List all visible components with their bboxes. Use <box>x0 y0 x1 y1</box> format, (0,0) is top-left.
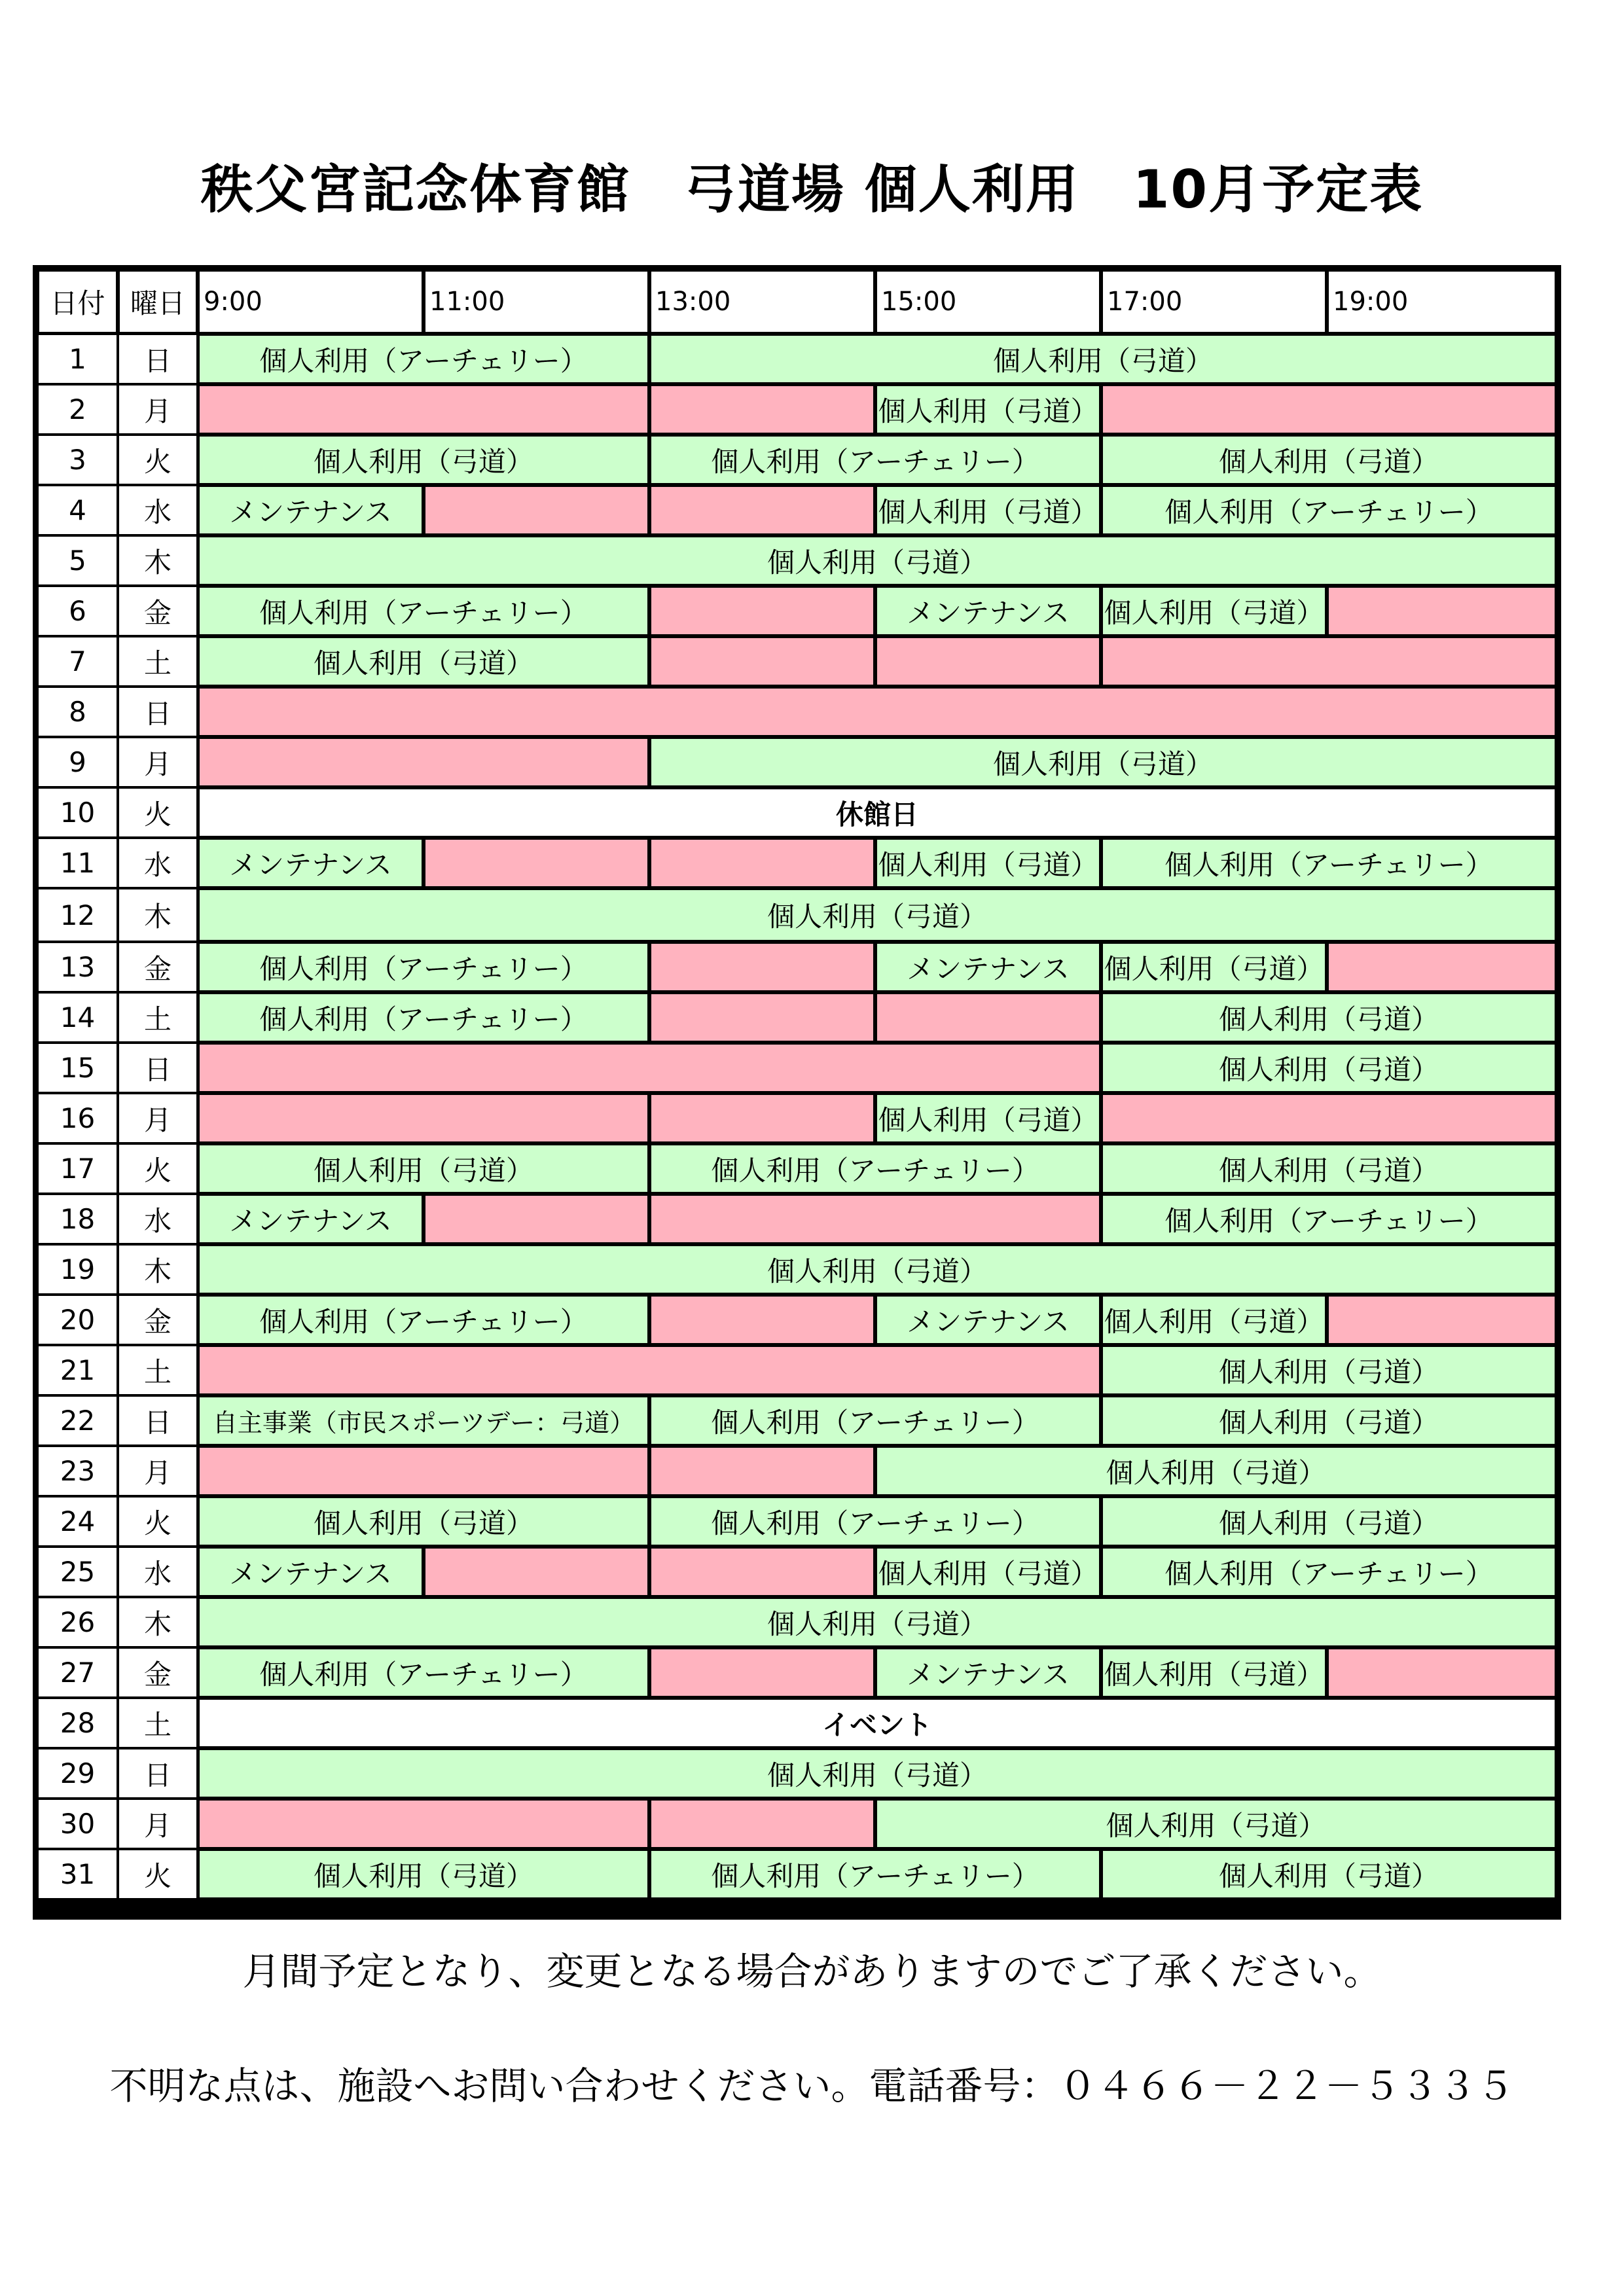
date-cell: 2 <box>37 384 118 435</box>
weekday-cell: 月 <box>118 1093 198 1143</box>
unavailable-slot <box>198 384 649 435</box>
schedule-slot: 個人利用（弓道） <box>198 1496 649 1547</box>
weekday-cell: 木 <box>118 1597 198 1647</box>
schedule-slot: メンテナンス <box>198 838 424 888</box>
schedule-slot: メンテナンス <box>875 1295 1101 1345</box>
closed-slot: イベント <box>198 1698 1557 1748</box>
unavailable-slot <box>198 687 1557 737</box>
unavailable-slot <box>649 1547 875 1597</box>
unavailable-slot <box>198 1799 649 1849</box>
date-cell: 20 <box>37 1295 118 1345</box>
schedule-slot: 個人利用（弓道） <box>875 1547 1101 1597</box>
schedule-slot: 個人利用（弓道） <box>875 1799 1557 1849</box>
schedule-slot: 個人利用（弓道） <box>198 535 1557 586</box>
schedule-slot: 個人利用（アーチェリー） <box>1101 1194 1557 1244</box>
unavailable-slot <box>424 1194 649 1244</box>
date-cell: 4 <box>37 485 118 535</box>
weekday-cell: 土 <box>118 636 198 687</box>
unavailable-slot <box>649 586 875 636</box>
date-cell: 10 <box>37 787 118 838</box>
date-cell: 9 <box>37 737 118 787</box>
weekday-cell: 火 <box>118 1849 198 1899</box>
date-cell: 31 <box>37 1849 118 1899</box>
unavailable-slot <box>1327 586 1557 636</box>
date-cell: 1 <box>37 334 118 384</box>
schedule-slot: 個人利用（弓道） <box>1101 435 1557 485</box>
schedule-slot: 個人利用（弓道） <box>1101 1496 1557 1547</box>
schedule-slot: メンテナンス <box>875 586 1101 636</box>
schedule-slot: 個人利用（アーチェリー） <box>649 1143 1101 1194</box>
unavailable-slot <box>1327 942 1557 992</box>
date-cell: 22 <box>37 1395 118 1446</box>
unavailable-slot <box>198 1446 649 1496</box>
schedule-slot: 個人利用（弓道） <box>875 1446 1557 1496</box>
schedule-slot: 個人利用（アーチェリー） <box>198 942 649 992</box>
weekday-cell: 火 <box>118 1496 198 1547</box>
schedule-slot: メンテナンス <box>875 1647 1101 1698</box>
unavailable-slot <box>875 636 1101 687</box>
schedule-slot: 個人利用（弓道） <box>198 1244 1557 1295</box>
schedule-slot: メンテナンス <box>198 1194 424 1244</box>
unavailable-slot <box>649 992 875 1043</box>
unavailable-slot <box>649 1446 875 1496</box>
weekday-cell: 水 <box>118 1194 198 1244</box>
weekday-cell: 月 <box>118 737 198 787</box>
unavailable-slot <box>649 485 875 535</box>
schedule-slot: 個人利用（アーチェリー） <box>1101 485 1557 535</box>
schedule-slot: 個人利用（弓道） <box>198 1849 649 1899</box>
unavailable-slot <box>198 737 649 787</box>
unavailable-slot <box>198 1345 1101 1395</box>
schedule-slot: 個人利用（アーチェリー） <box>649 1496 1101 1547</box>
schedule-slot: メンテナンス <box>198 485 424 535</box>
contact-notice: 不明な点は、施設へお問い合わせください。電話番号：０４６６－２２－５３３５ <box>109 2064 1515 2108</box>
schedule-slot: 個人利用（アーチェリー） <box>198 1647 649 1698</box>
weekday-cell: 金 <box>118 942 198 992</box>
schedule-slot: 個人利用（弓道） <box>1101 586 1327 636</box>
unavailable-slot <box>649 1799 875 1849</box>
unavailable-slot <box>198 1093 649 1143</box>
weekday-cell: 日 <box>118 687 198 737</box>
weekday-cell: 日 <box>118 1043 198 1093</box>
closed-slot: 休館日 <box>198 787 1557 838</box>
date-cell: 3 <box>37 435 118 485</box>
unavailable-slot <box>198 1043 1101 1093</box>
schedule-slot: 個人利用（弓道） <box>1101 1395 1557 1446</box>
schedule-slot: 個人利用（アーチェリー） <box>198 586 649 636</box>
date-cell: 7 <box>37 636 118 687</box>
schedule-slot: 個人利用（弓道） <box>649 334 1557 384</box>
schedule-slot: 個人利用（アーチェリー） <box>198 334 649 384</box>
header-time: 15:00 <box>875 270 1101 334</box>
weekday-cell: 金 <box>118 1647 198 1698</box>
schedule-slot: 個人利用（弓道） <box>1101 1043 1557 1093</box>
schedule-slot: 個人利用（アーチェリー） <box>649 435 1101 485</box>
weekday-cell: 水 <box>118 838 198 888</box>
date-cell: 24 <box>37 1496 118 1547</box>
weekday-cell: 土 <box>118 1345 198 1395</box>
date-cell: 21 <box>37 1345 118 1395</box>
schedule-slot: 個人利用（アーチェリー） <box>1101 1547 1557 1597</box>
unavailable-slot <box>424 838 649 888</box>
schedule-slot: 個人利用（弓道） <box>875 1093 1101 1143</box>
date-cell: 8 <box>37 687 118 737</box>
weekday-cell: 木 <box>118 1244 198 1295</box>
unavailable-slot <box>649 838 875 888</box>
date-cell: 11 <box>37 838 118 888</box>
page-title: 秩父宮記念体育館 弓道場 個人利用 10月予定表 <box>200 159 1424 220</box>
unavailable-slot <box>649 1295 875 1345</box>
date-cell: 17 <box>37 1143 118 1194</box>
schedule-slot: 個人利用（弓道） <box>198 435 649 485</box>
schedule-slot: 個人利用（アーチェリー） <box>198 1295 649 1345</box>
unavailable-slot <box>1327 1295 1557 1345</box>
schedule-slot: 個人利用（弓道） <box>198 636 649 687</box>
schedule-slot: 個人利用（弓道） <box>198 888 1557 942</box>
weekday-cell: 日 <box>118 1395 198 1446</box>
unavailable-slot <box>1327 1647 1557 1698</box>
date-cell: 23 <box>37 1446 118 1496</box>
header-time: 13:00 <box>649 270 875 334</box>
schedule-slot: 自主事業（市民スポーツデー：弓道） <box>198 1395 649 1446</box>
weekday-cell: 木 <box>118 535 198 586</box>
schedule-table <box>33 265 1561 1920</box>
schedule-slot: 個人利用（弓道） <box>1101 1295 1327 1345</box>
header-weekday: 曜日 <box>118 270 198 334</box>
date-cell: 27 <box>37 1647 118 1698</box>
schedule-slot: 個人利用（アーチェリー） <box>649 1395 1101 1446</box>
unavailable-slot <box>424 1547 649 1597</box>
unavailable-slot <box>649 636 875 687</box>
date-cell: 30 <box>37 1799 118 1849</box>
schedule-notice: 月間予定となり、変更となる場合がありますのでご了承ください。 <box>242 1949 1382 1994</box>
schedule-slot: 個人利用（弓道） <box>875 485 1101 535</box>
unavailable-slot <box>424 485 649 535</box>
unavailable-slot <box>649 1194 1101 1244</box>
unavailable-slot <box>649 1647 875 1698</box>
unavailable-slot <box>1101 384 1557 435</box>
schedule-slot: 個人利用（弓道） <box>1101 1143 1557 1194</box>
weekday-cell: 日 <box>118 334 198 384</box>
date-cell: 18 <box>37 1194 118 1244</box>
date-cell: 12 <box>37 888 118 942</box>
schedule-slot: 個人利用（弓道） <box>649 737 1557 787</box>
date-cell: 19 <box>37 1244 118 1295</box>
header-time: 11:00 <box>424 270 649 334</box>
header-time: 19:00 <box>1327 270 1557 334</box>
date-cell: 13 <box>37 942 118 992</box>
weekday-cell: 月 <box>118 1446 198 1496</box>
unavailable-slot <box>1101 636 1557 687</box>
schedule-slot: 個人利用（弓道） <box>1101 1647 1327 1698</box>
date-cell: 6 <box>37 586 118 636</box>
weekday-cell: 月 <box>118 384 198 435</box>
date-cell: 29 <box>37 1748 118 1799</box>
date-cell: 16 <box>37 1093 118 1143</box>
date-cell: 15 <box>37 1043 118 1093</box>
weekday-cell: 土 <box>118 1698 198 1748</box>
unavailable-slot <box>1101 1093 1557 1143</box>
weekday-cell: 金 <box>118 586 198 636</box>
schedule-slot: 個人利用（弓道） <box>1101 1849 1557 1899</box>
header-date: 日付 <box>37 270 118 334</box>
schedule-slot: 個人利用（弓道） <box>198 1748 1557 1799</box>
schedule-slot: 個人利用（弓道） <box>1101 942 1327 992</box>
weekday-cell: 土 <box>118 992 198 1043</box>
schedule-slot: 個人利用（弓道） <box>198 1143 649 1194</box>
schedule-slot: 個人利用（アーチェリー） <box>649 1849 1101 1899</box>
unavailable-slot <box>649 384 875 435</box>
schedule-slot: 個人利用（アーチェリー） <box>1101 838 1557 888</box>
header-time: 17:00 <box>1101 270 1327 334</box>
weekday-cell: 日 <box>118 1748 198 1799</box>
weekday-cell: 水 <box>118 1547 198 1597</box>
date-cell: 14 <box>37 992 118 1043</box>
date-cell: 26 <box>37 1597 118 1647</box>
schedule-slot: 個人利用（弓道） <box>875 384 1101 435</box>
schedule-slot: メンテナンス <box>198 1547 424 1597</box>
unavailable-slot <box>649 1093 875 1143</box>
schedule-slot: 個人利用（アーチェリー） <box>198 992 649 1043</box>
schedule-slot: 個人利用（弓道） <box>875 838 1101 888</box>
weekday-cell: 火 <box>118 787 198 838</box>
date-cell: 5 <box>37 535 118 586</box>
schedule-slot: 個人利用（弓道） <box>1101 1345 1557 1395</box>
weekday-cell: 水 <box>118 485 198 535</box>
schedule-slot: 個人利用（弓道） <box>1101 992 1557 1043</box>
weekday-cell: 火 <box>118 435 198 485</box>
date-cell: 28 <box>37 1698 118 1748</box>
date-cell: 25 <box>37 1547 118 1597</box>
weekday-cell: 木 <box>118 888 198 942</box>
weekday-cell: 金 <box>118 1295 198 1345</box>
unavailable-slot <box>649 942 875 992</box>
weekday-cell: 月 <box>118 1799 198 1849</box>
schedule-slot: メンテナンス <box>875 942 1101 992</box>
weekday-cell: 火 <box>118 1143 198 1194</box>
header-time: 9:00 <box>198 270 424 334</box>
unavailable-slot <box>875 992 1101 1043</box>
schedule-slot: 個人利用（弓道） <box>198 1597 1557 1647</box>
